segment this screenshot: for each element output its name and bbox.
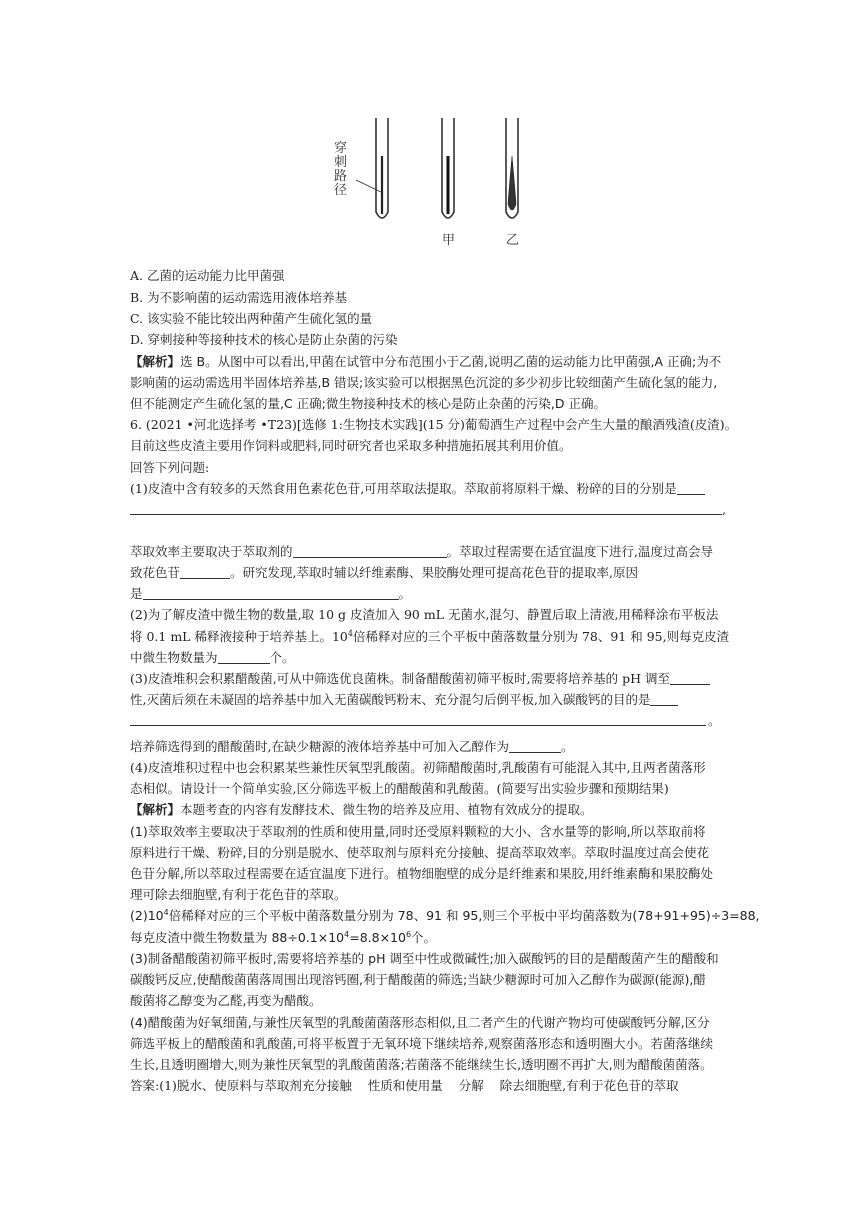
q6-part4-line2: 态相似。请设计一个简单实验,区分筛选平板上的醋酸菌和乳酸菌。(简要写出实验步骤和预期结果) bbox=[130, 781, 669, 796]
analysis2-s2-line2: 每克皮渣中微生物数量为 $88\div 0.1\times 10^4=8.8\times 10^6$个。 bbox=[130, 929, 437, 945]
q6-part1-line5: 是 。 bbox=[130, 586, 412, 601]
option-b: B. 为不影响菌的运动需选用液体培养基 bbox=[130, 290, 348, 305]
analysis1-line3: 但不能测定产生硫化氢的量,C 正确;微生物接种技术的核心是防止杂菌的污染,D 正确。 bbox=[130, 396, 606, 411]
analysis2-tag: 【解析】 bbox=[130, 802, 181, 817]
analysis1-tag: 【解析】 bbox=[130, 354, 181, 369]
blank-1a bbox=[677, 481, 705, 495]
blank-1d bbox=[180, 565, 230, 579]
label-yi: 乙 bbox=[506, 233, 520, 248]
blank-3c-rule bbox=[130, 725, 706, 726]
test-tube-control bbox=[356, 118, 388, 218]
blank-3c-period: 。 bbox=[708, 713, 721, 728]
label-path-4: 径 bbox=[334, 183, 348, 198]
q6-part1-line3: 萃取效率主要取决于萃取剂的 。萃取过程需要在适宜温度下进行,温度过高会导 bbox=[130, 544, 713, 559]
blank-3d bbox=[509, 739, 561, 753]
q6-part3-line4: 培养筛选得到的醋酸菌时,在缺少糖源的液体培养基中可加入乙醇作为 。 bbox=[130, 739, 574, 754]
label-path-3: 路 bbox=[334, 169, 348, 184]
answer-line: 答案:(1)脱水、使原料与萃取剂充分接触 性质和使用量 分解 除去细胞壁,有利于花色苷的萃取 bbox=[130, 1078, 679, 1093]
analysis1-line1: 【解析】选 B。从图中可以看出,甲菌在试管中分布范围小于乙菌,说明乙菌的运动能力比甲菌强,A 正确;为不 bbox=[130, 354, 722, 369]
analysis2-s1-line1: (1)萃取效率主要取决于萃取剂的性质和使用量,同时还受原料颗粒的大小、含水量等的影响,所以萃取前将 bbox=[130, 824, 706, 839]
q6-part4-line1: (4)皮渣堆积过程中也会积累某些兼性厌氧型乳酸菌。初筛醋酸菌时,乳酸菌有可能混入其中,且两者菌落形 bbox=[130, 760, 706, 775]
analysis2-s1-line4: 理可除去细胞壁,有利于花色苷的萃取。 bbox=[130, 887, 347, 902]
blank-3b bbox=[650, 692, 678, 706]
q6-part2-line1: (2)为了解皮渣中微生物的数量,取 10 g 皮渣加入 90 mL 无菌水,混匀、静置后取上清液,用稀释涂布平板法 bbox=[130, 607, 719, 622]
analysis1-line2: 影响菌的运动需选用半固体培养基,B 错误;该实验可以根据黑色沉淀的多少初步比较细菌产生硫化氢的能力, bbox=[130, 375, 718, 390]
label-jia: 甲 bbox=[442, 233, 456, 248]
analysis2-s1-line3: 色苷分解,所以萃取过程需要在适宜温度下进行。植物细胞壁的成分是纤维素和果胶,用纤维素酶和果胶酶处 bbox=[130, 866, 713, 881]
label-path-2: 刺 bbox=[334, 155, 348, 170]
q6-part3-line2: 性,灭菌后须在未凝固的培养基中加入无菌碳酸钙粉末、充分混匀后倒平板,加入碳酸钙的目的是 bbox=[130, 690, 678, 709]
analysis2-s4-line2: 筛选平板上的醋酸菌和乳酸菌,可将平板置于无氧环境下继续培养,观察菌落形态和透明圈大小。若菌落继续 bbox=[130, 1036, 713, 1051]
analysis2-s3-line3: 酸菌将乙醇变为乙醛,再变为醋酸。 bbox=[130, 993, 322, 1008]
analysis2-s4-line3: 生长,且透明圈增大,则为兼性厌氧型的乳酸菌菌落;若菌落不能继续生长,透明圈不再扩大,则为醋酸菌菌落。 bbox=[130, 1057, 713, 1072]
q6-part2-line2: 将 0.1 mL 稀释液接种于培养基上。$10^4$倍稀释对应的三个平板中菌落数量分别为 78、91 和 95,则每克皮渣 bbox=[130, 628, 730, 644]
analysis2-s4-line1: (4)醋酸菌为好氧细菌,与兼性厌氧型的乳酸菌菌落形态相似,且二者产生的代谢产物均可使碳酸钙分解,区分 bbox=[130, 1015, 710, 1030]
blank-2 bbox=[218, 650, 270, 664]
q6-part3-line1: (3)皮渣堆积会积累醋酸菌,可从中筛选优良菌株。制备醋酸菌初筛平板时,需要将培养基的 pH 调至 bbox=[130, 669, 710, 688]
analysis2-s3-line1: (3)制备醋酸菌初筛平板时,需要将培养基的 pH 调至中性或微碱性;加入碳酸钙的目的是醋酸菌产生的醋酸和 bbox=[130, 951, 719, 966]
q6-prompt: 回答下列问题: bbox=[130, 460, 210, 475]
label-path-1: 穿 bbox=[334, 141, 348, 156]
analysis2-intro: 【解析】本题考查的内容有发酵技术、微生物的培养及应用、植物有效成分的提取。 bbox=[130, 802, 593, 817]
blank-1b-rule bbox=[130, 514, 722, 515]
option-c: C. 该实验不能比较出两种菌产生硫化氢的量 bbox=[130, 311, 373, 326]
q6-intro: 目前这些皮渣主要用作饲料或肥料,同时研究者也采取多种措施拓展其利用价值。 bbox=[130, 438, 572, 453]
q6-part1-line4: 致花色苷 。研究发现,萃取时辅以纤维素酶、果胶酶处理可提高花色苷的提取率,原因 bbox=[130, 565, 638, 580]
blank-1e bbox=[143, 586, 399, 600]
q6-heading: 6. (2021 •河北选择考 •T23)[选修 1:生物技术实践](15 分)葡萄酒生产过程中会产生大量的酿酒残渣(皮渣)。 bbox=[130, 417, 738, 432]
analysis2-s1-line2: 原料进行干燥、粉碎,目的分别是脱水、使萃取剂与原料充分接触、提高萃取效率。萃取时温度过高会使花 bbox=[130, 845, 709, 860]
test-tubes-diagram bbox=[300, 100, 560, 260]
blank-3a bbox=[670, 671, 710, 685]
blank-1c bbox=[293, 544, 447, 558]
option-a: A. 乙菌的运动能力比甲菌强 bbox=[130, 268, 285, 283]
option-d: D. 穿刺接种等接种技术的核心是防止杂菌的污染 bbox=[130, 332, 398, 347]
test-tube-yi bbox=[506, 118, 518, 218]
analysis2-s2-line1: $(2)10^4$倍稀释对应的三个平板中菌落数量分别为 78、91 和 95,则三个平板中平均菌落数为(78+91+95)÷3=88, bbox=[130, 907, 760, 923]
test-tube-jia bbox=[442, 118, 454, 218]
q6-part2-line3: 中微生物数量为 个。 bbox=[130, 650, 295, 665]
blank-1b-comma: , bbox=[722, 502, 726, 517]
q6-part1-line1: (1)皮渣中含有较多的天然食用色素花色苷,可用萃取法提取。萃取前将原料干燥、粉碎的目的分别是 bbox=[130, 479, 705, 498]
analysis2-s3-line2: 碳酸钙反应,使醋酸菌菌落周围出现溶钙圈,利于醋酸菌的筛选;当缺少糖源时可加入乙醇作为碳源(能源),醋 bbox=[130, 972, 706, 987]
test-tube-figure bbox=[300, 100, 560, 260]
